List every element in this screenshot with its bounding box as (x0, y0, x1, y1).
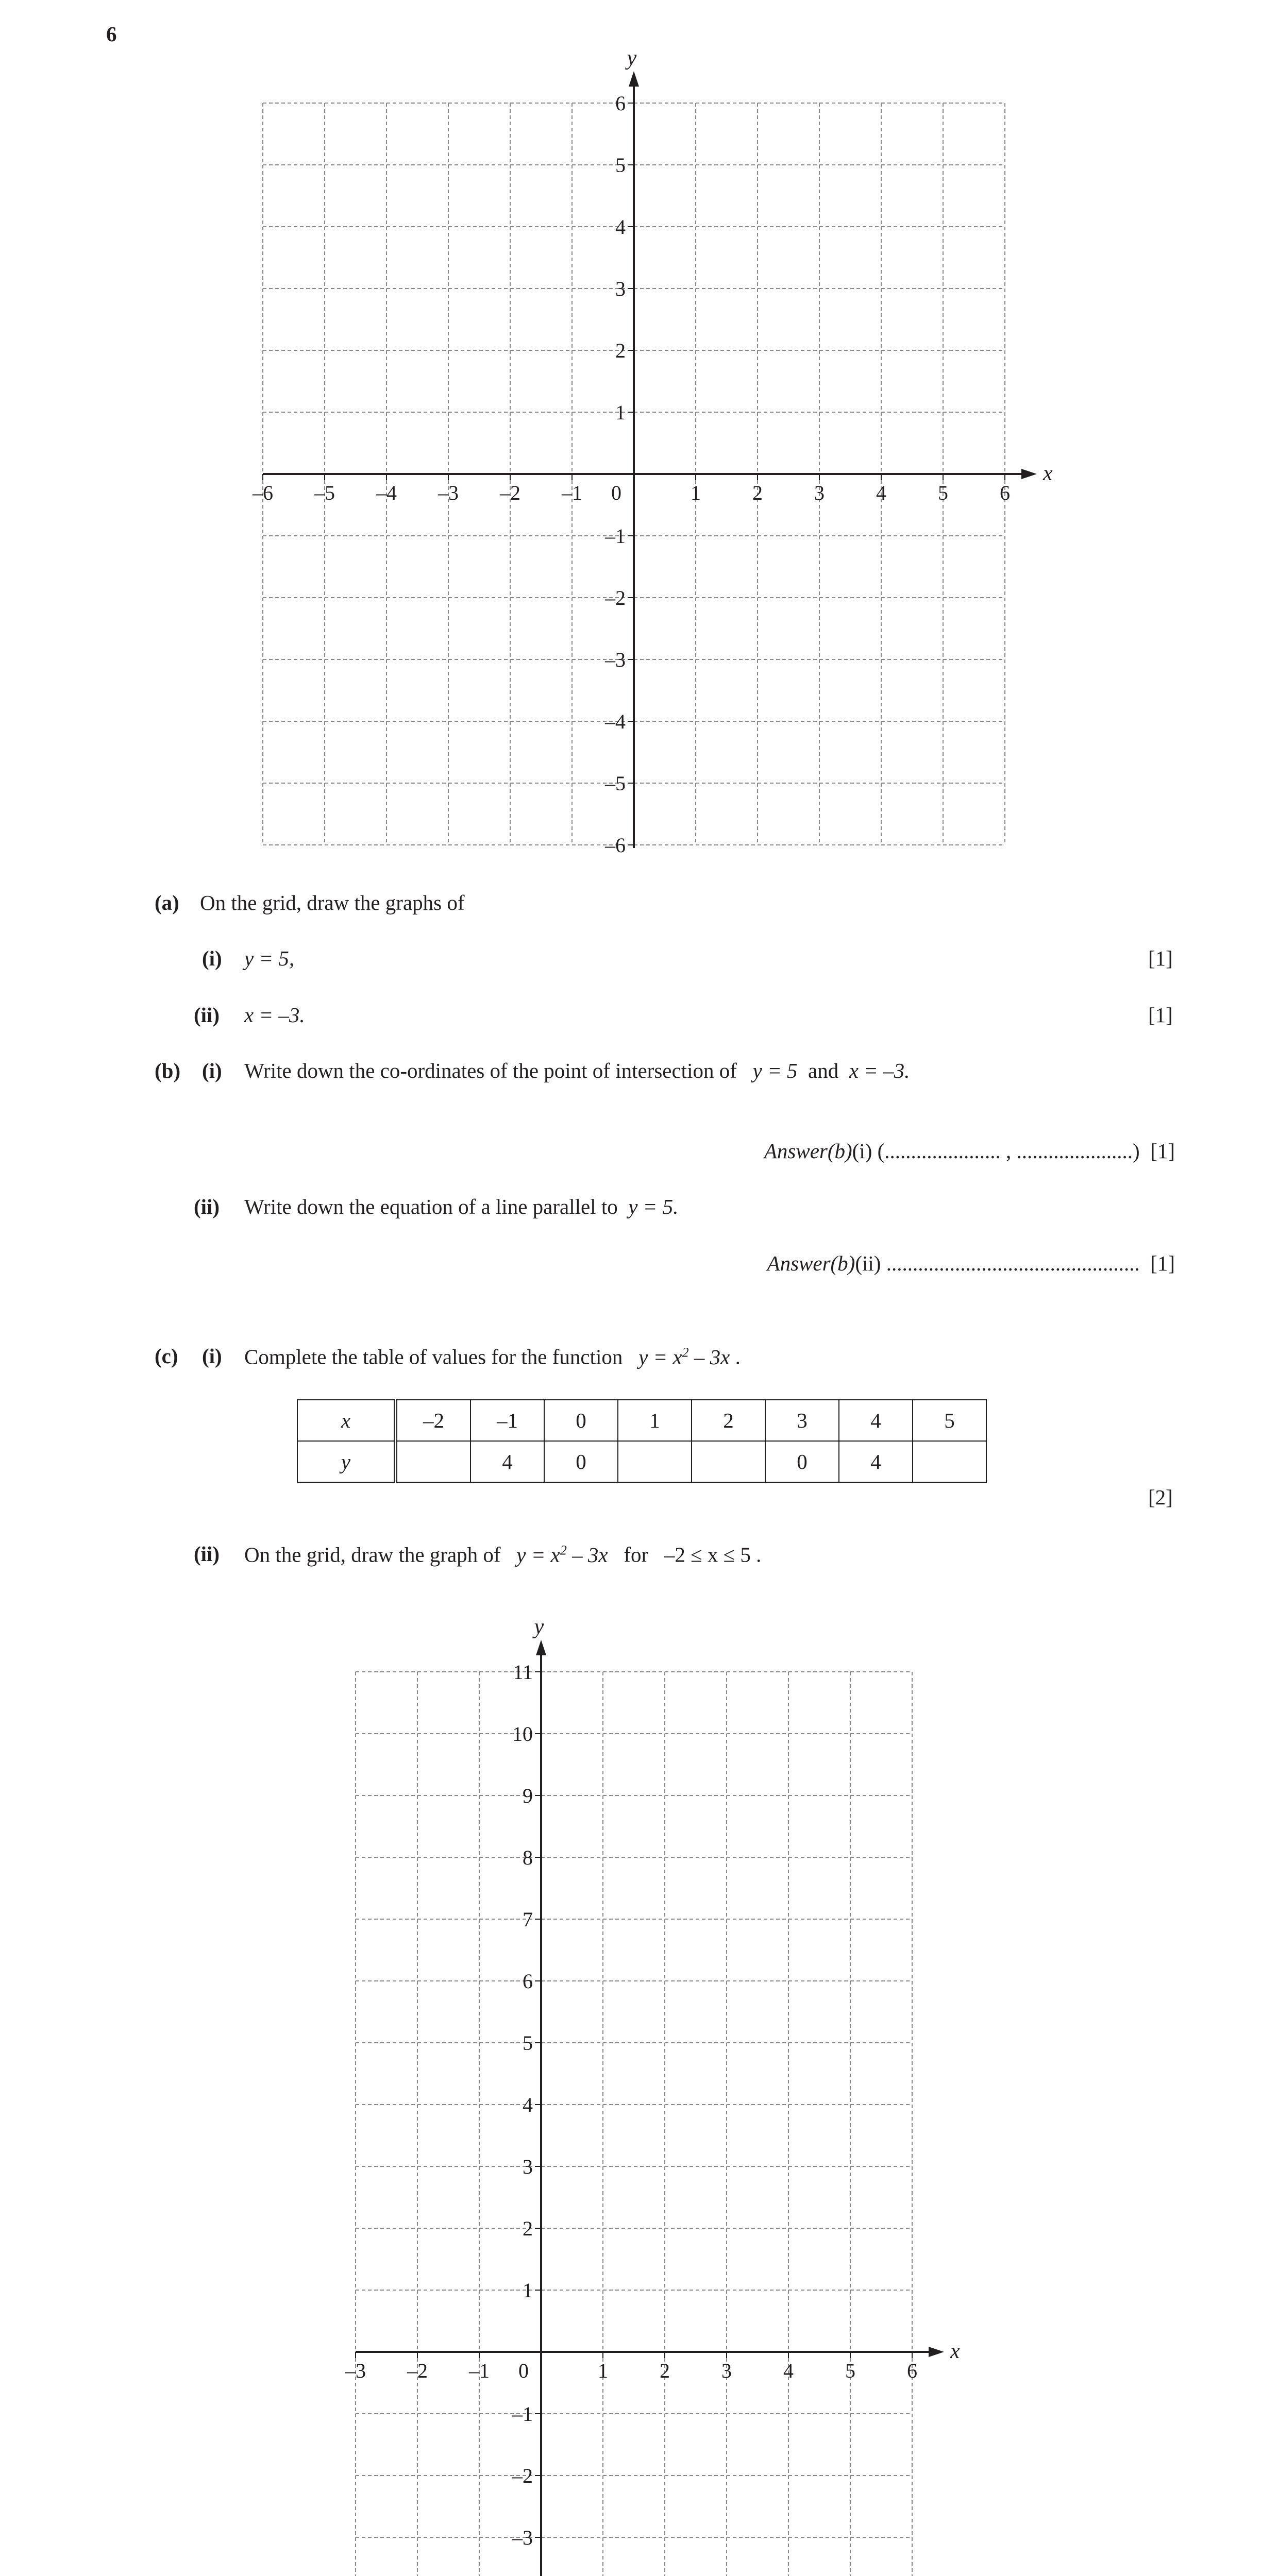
y-tick-label: –4 (605, 710, 626, 733)
grid2-gridlines (356, 1672, 912, 2576)
part-b-i-answer-blank[interactable]: (...................... , ......................) (877, 1139, 1140, 1163)
x-tick-label: 5 (938, 481, 948, 504)
x-tick-label: –4 (376, 481, 397, 504)
table-y-cell: 0 (544, 1441, 618, 1482)
y-tick-label: –2 (512, 2464, 533, 2487)
x-tick-label: 3 (721, 2359, 732, 2382)
table-x-cell: 5 (913, 1400, 986, 1441)
y-tick-label: –5 (605, 772, 626, 795)
part-b-ii-marks: [1] (1150, 1251, 1175, 1275)
grid2-axes (356, 1640, 944, 2576)
y-tick-label: 4 (523, 2093, 533, 2116)
x-tick-label: –1 (469, 2359, 490, 2382)
table-x-cell: 0 (544, 1400, 618, 1441)
table-row-y (297, 1441, 986, 1482)
y-tick-label: 2 (615, 339, 626, 362)
y-axis-label: y (627, 46, 637, 70)
table-x-cell: 1 (618, 1400, 692, 1441)
x-tick-label: 1 (598, 2359, 608, 2382)
part-b-ii-label: (ii) (194, 1195, 220, 1218)
y-tick-label: –1 (605, 524, 626, 548)
table-of-values (297, 1399, 987, 1483)
coordinate-grid-2 (0, 1577, 1278, 2576)
table-x-cell: 2 (692, 1400, 765, 1441)
y-tick-label: 10 (512, 1722, 533, 1745)
table-header-y: y (297, 1441, 396, 1482)
y-tick-label: 3 (523, 2155, 533, 2178)
x-axis-arrowhead (929, 2347, 944, 2357)
coordinate-grid-1 (0, 0, 1278, 876)
part-b-ii-question (244, 1196, 678, 1217)
y-tick-label: 11 (513, 1660, 533, 1684)
table-y-cell: 0 (765, 1441, 839, 1482)
part-a-i-label: (i) (202, 946, 222, 970)
part-b-i-text: Write down the co-ordinates of the point of intersection of (244, 1059, 737, 1082)
x-tick-label: –3 (438, 481, 459, 504)
part-c-ii-for: for (624, 1543, 649, 1567)
y-tick-label: 2 (523, 2217, 533, 2240)
table-header-x: x (297, 1400, 396, 1441)
y-tick-label: –2 (605, 586, 626, 609)
part-c-i-marks: [2] (1148, 1485, 1173, 1509)
x-axis-arrowhead (1021, 469, 1037, 479)
x-axis-label: x (950, 2340, 960, 2363)
x-tick-label: –5 (314, 481, 335, 504)
y-axis-label: y (534, 1615, 544, 1639)
y-axis-arrowhead (536, 1640, 546, 1655)
x-axis-label: x (1043, 462, 1053, 485)
part-b-i-label: (i) (202, 1059, 222, 1082)
x-tick-label: 5 (845, 2359, 855, 2382)
x-tick-label: –6 (253, 481, 273, 504)
part-b-ii-equation: y = 5. (628, 1195, 679, 1218)
table-y-cell[interactable] (913, 1441, 986, 1482)
part-c-i-text: Complete the table of values for the function (244, 1345, 623, 1369)
part-c-label: (c) (155, 1344, 178, 1368)
part-a-i-expression: y = 5, (244, 946, 295, 970)
part-b-i-question (244, 1060, 910, 1081)
part-c-function-expression: $y = x^2 - 3x$ (638, 1345, 730, 1369)
y-tick-label: 6 (615, 92, 626, 115)
part-b-i-equation-2: x = –3. (849, 1059, 910, 1082)
table-x-cell: 4 (839, 1400, 913, 1441)
part-b-i-marks: [1] (1150, 1139, 1175, 1163)
y-tick-label: –6 (605, 834, 626, 857)
table-x-cell: 3 (765, 1400, 839, 1441)
part-a-label: (a) (155, 891, 179, 914)
y-tick-label: 4 (615, 215, 626, 239)
x-tick-label: 6 (1000, 481, 1010, 504)
table-y-cell: 4 (839, 1441, 913, 1482)
part-a-instruction: On the grid, draw the graphs of (200, 891, 465, 914)
table-y-cell[interactable] (396, 1441, 471, 1482)
y-tick-label: 9 (523, 1784, 533, 1807)
x-tick-label: –2 (500, 481, 520, 504)
part-c-ii-label: (ii) (194, 1542, 220, 1566)
x-tick-label: 3 (814, 481, 825, 504)
part-b-i-and: and (808, 1059, 839, 1082)
page-number: 6 (106, 22, 117, 46)
part-b-i-equation-1: y = 5 (752, 1059, 798, 1082)
x-tick-label: 1 (691, 481, 701, 504)
x-tick-label: –2 (407, 2359, 428, 2382)
origin-label: 0 (611, 481, 621, 504)
y-tick-label: –3 (512, 2526, 533, 2549)
table-x-cell: –1 (470, 1400, 544, 1441)
part-c-ii-domain: –2 ≤ x ≤ 5 . (664, 1543, 762, 1567)
y-axis-arrowhead (629, 71, 639, 87)
x-tick-label: –1 (562, 481, 582, 504)
part-b-i-answer-label: Answer(b) (764, 1139, 852, 1163)
y-tick-label: 7 (523, 1908, 533, 1931)
part-b-i-answer-line (764, 1141, 1175, 1162)
y-tick-label: 8 (523, 1846, 533, 1869)
y-tick-label: 3 (615, 277, 626, 300)
x-tick-label: –3 (345, 2359, 366, 2382)
part-b-ii-answer-line (767, 1253, 1175, 1274)
y-tick-label: 1 (615, 401, 626, 424)
part-b-ii-answer-label: Answer(b) (767, 1251, 855, 1275)
part-c-ii-function: $y = x^2 - 3x$ (516, 1543, 608, 1567)
y-tick-label: 5 (615, 154, 626, 177)
grid1-axes (263, 71, 1037, 848)
part-b-ii-answer-sub: (ii) (855, 1251, 881, 1275)
y-tick-label: 5 (523, 2031, 533, 2055)
origin-label: 0 (518, 2359, 529, 2382)
x-tick-label: 4 (783, 2359, 794, 2382)
part-c-i-label: (i) (202, 1344, 222, 1368)
part-c-ii-question (244, 1544, 761, 1566)
y-tick-label: 1 (523, 2279, 533, 2302)
part-a-ii-expression: x = –3. (244, 1003, 305, 1027)
x-tick-label: 4 (876, 481, 886, 504)
y-tick-label: –1 (512, 2402, 533, 2426)
y-tick-label: 6 (523, 1970, 533, 1993)
part-c-i-question: Complete the table of values for the function $y = x^2 - 3x$ . (244, 1345, 741, 1369)
part-a-ii-label: (ii) (194, 1003, 220, 1027)
table-x-cell: –2 (396, 1400, 471, 1441)
grid1-tick-labels (252, 46, 1053, 857)
x-tick-label: 6 (907, 2359, 917, 2382)
table-row-x (297, 1400, 986, 1441)
part-b-ii-text: Write down the equation of a line parallel to (244, 1195, 618, 1218)
table-y-cell[interactable] (692, 1441, 765, 1482)
part-b-i-answer-sub: (i) (852, 1139, 872, 1163)
table-y-cell[interactable] (618, 1441, 692, 1482)
x-tick-label: 2 (752, 481, 763, 504)
y-tick-label: –3 (605, 648, 626, 671)
part-a-i-marks: [1] (1148, 946, 1173, 970)
part-b-label: (b) (155, 1059, 181, 1082)
grid2-tick-labels (345, 1615, 960, 2576)
part-a-ii-marks: [1] (1148, 1003, 1173, 1027)
part-c-ii-text: On the grid, draw the graph of (244, 1543, 501, 1567)
table-y-cell: 4 (470, 1441, 544, 1482)
x-tick-label: 2 (660, 2359, 670, 2382)
part-b-ii-answer-blank[interactable]: ................................................ (886, 1251, 1140, 1275)
